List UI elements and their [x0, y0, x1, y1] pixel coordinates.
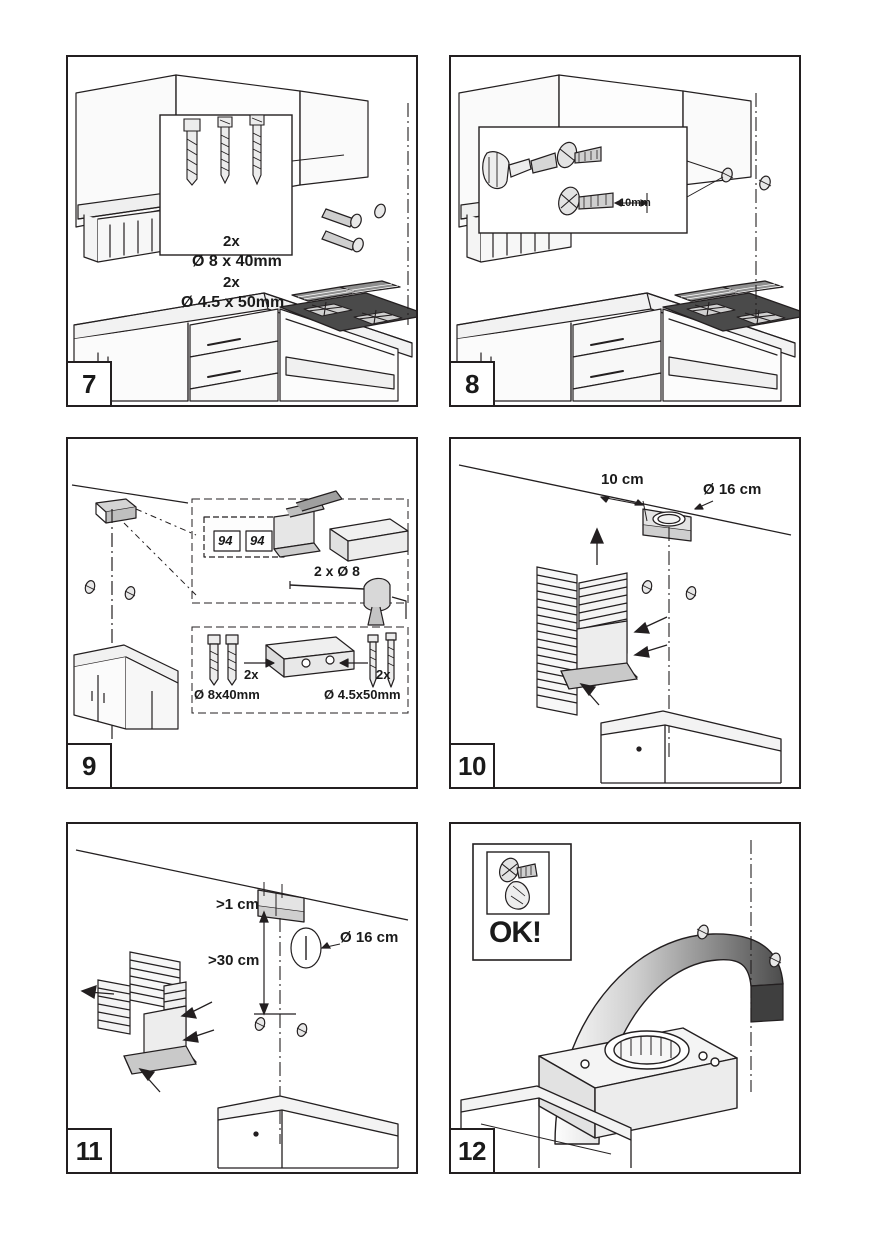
kitchen-scene-step-7: [68, 57, 416, 405]
panel-9-illustration: [68, 439, 416, 787]
duct-clearance-scene-step-11: [68, 824, 416, 1172]
duct-fitting-scene-step-12: [451, 824, 799, 1172]
panel-11-label-duct-diameter: Ø 16 cm: [340, 929, 399, 946]
step-number-9: 9: [66, 743, 112, 789]
panel-11-label-min-vertical-distance: >30 cm: [208, 952, 260, 969]
step-number-10: 10: [449, 743, 495, 789]
panel-10-label-duct-diameter: Ø 16 cm: [703, 481, 762, 498]
step-number-11: 11: [66, 1128, 112, 1174]
panel-10-illustration: [451, 439, 799, 787]
panel-9-label-wall-plug-count: 2x: [244, 667, 259, 682]
panel-8-illustration: [451, 57, 799, 405]
panel-9-label-bracket-mark-right: 94: [250, 533, 265, 548]
panel-7-label-screw-spec: Ø 4.5 x 50mm: [181, 294, 285, 311]
panel-7-label-wall-plug-count: 2x: [223, 233, 240, 250]
kitchen-scene-step-8: [451, 57, 799, 405]
panel-9-label-bracket-mark-left: 94: [218, 533, 233, 548]
step-number-8: 8: [449, 361, 495, 407]
panel-step-8: [449, 55, 801, 407]
panel-7-label-wall-plug-spec: Ø 8 x 40mm: [192, 253, 282, 270]
panel-7-illustration: [68, 57, 416, 405]
panel-11-illustration: [68, 824, 416, 1172]
panel-9-label-screw-count: 2x: [376, 667, 391, 682]
panel-step-9: [66, 437, 418, 789]
bracket-mounting-scene-step-9: [68, 439, 416, 787]
panel-step-12: [449, 822, 801, 1174]
panel-9-label-drill-spec: 2 x Ø 8: [314, 563, 360, 579]
panel-9-label-wall-plug-spec: Ø 8x40mm: [194, 687, 260, 702]
panel-step-7: [66, 55, 418, 407]
step-number-7: 7: [66, 361, 112, 407]
step-number-12: 12: [449, 1128, 495, 1174]
panel-8-label-screw-protrusion: 10mm: [619, 197, 651, 209]
panel-12-illustration: [451, 824, 799, 1172]
panel-9-label-screw-spec: Ø 4.5x50mm: [324, 687, 401, 702]
panel-step-10: [449, 437, 801, 789]
panel-10-label-ceiling-distance: 10 cm: [601, 471, 644, 488]
panel-step-11: [66, 822, 418, 1174]
panel-12-label-ok: OK!: [489, 916, 541, 949]
panel-7-label-screw-count: 2x: [223, 274, 240, 291]
panel-11-label-min-ceiling-distance: >1 cm: [216, 896, 259, 913]
